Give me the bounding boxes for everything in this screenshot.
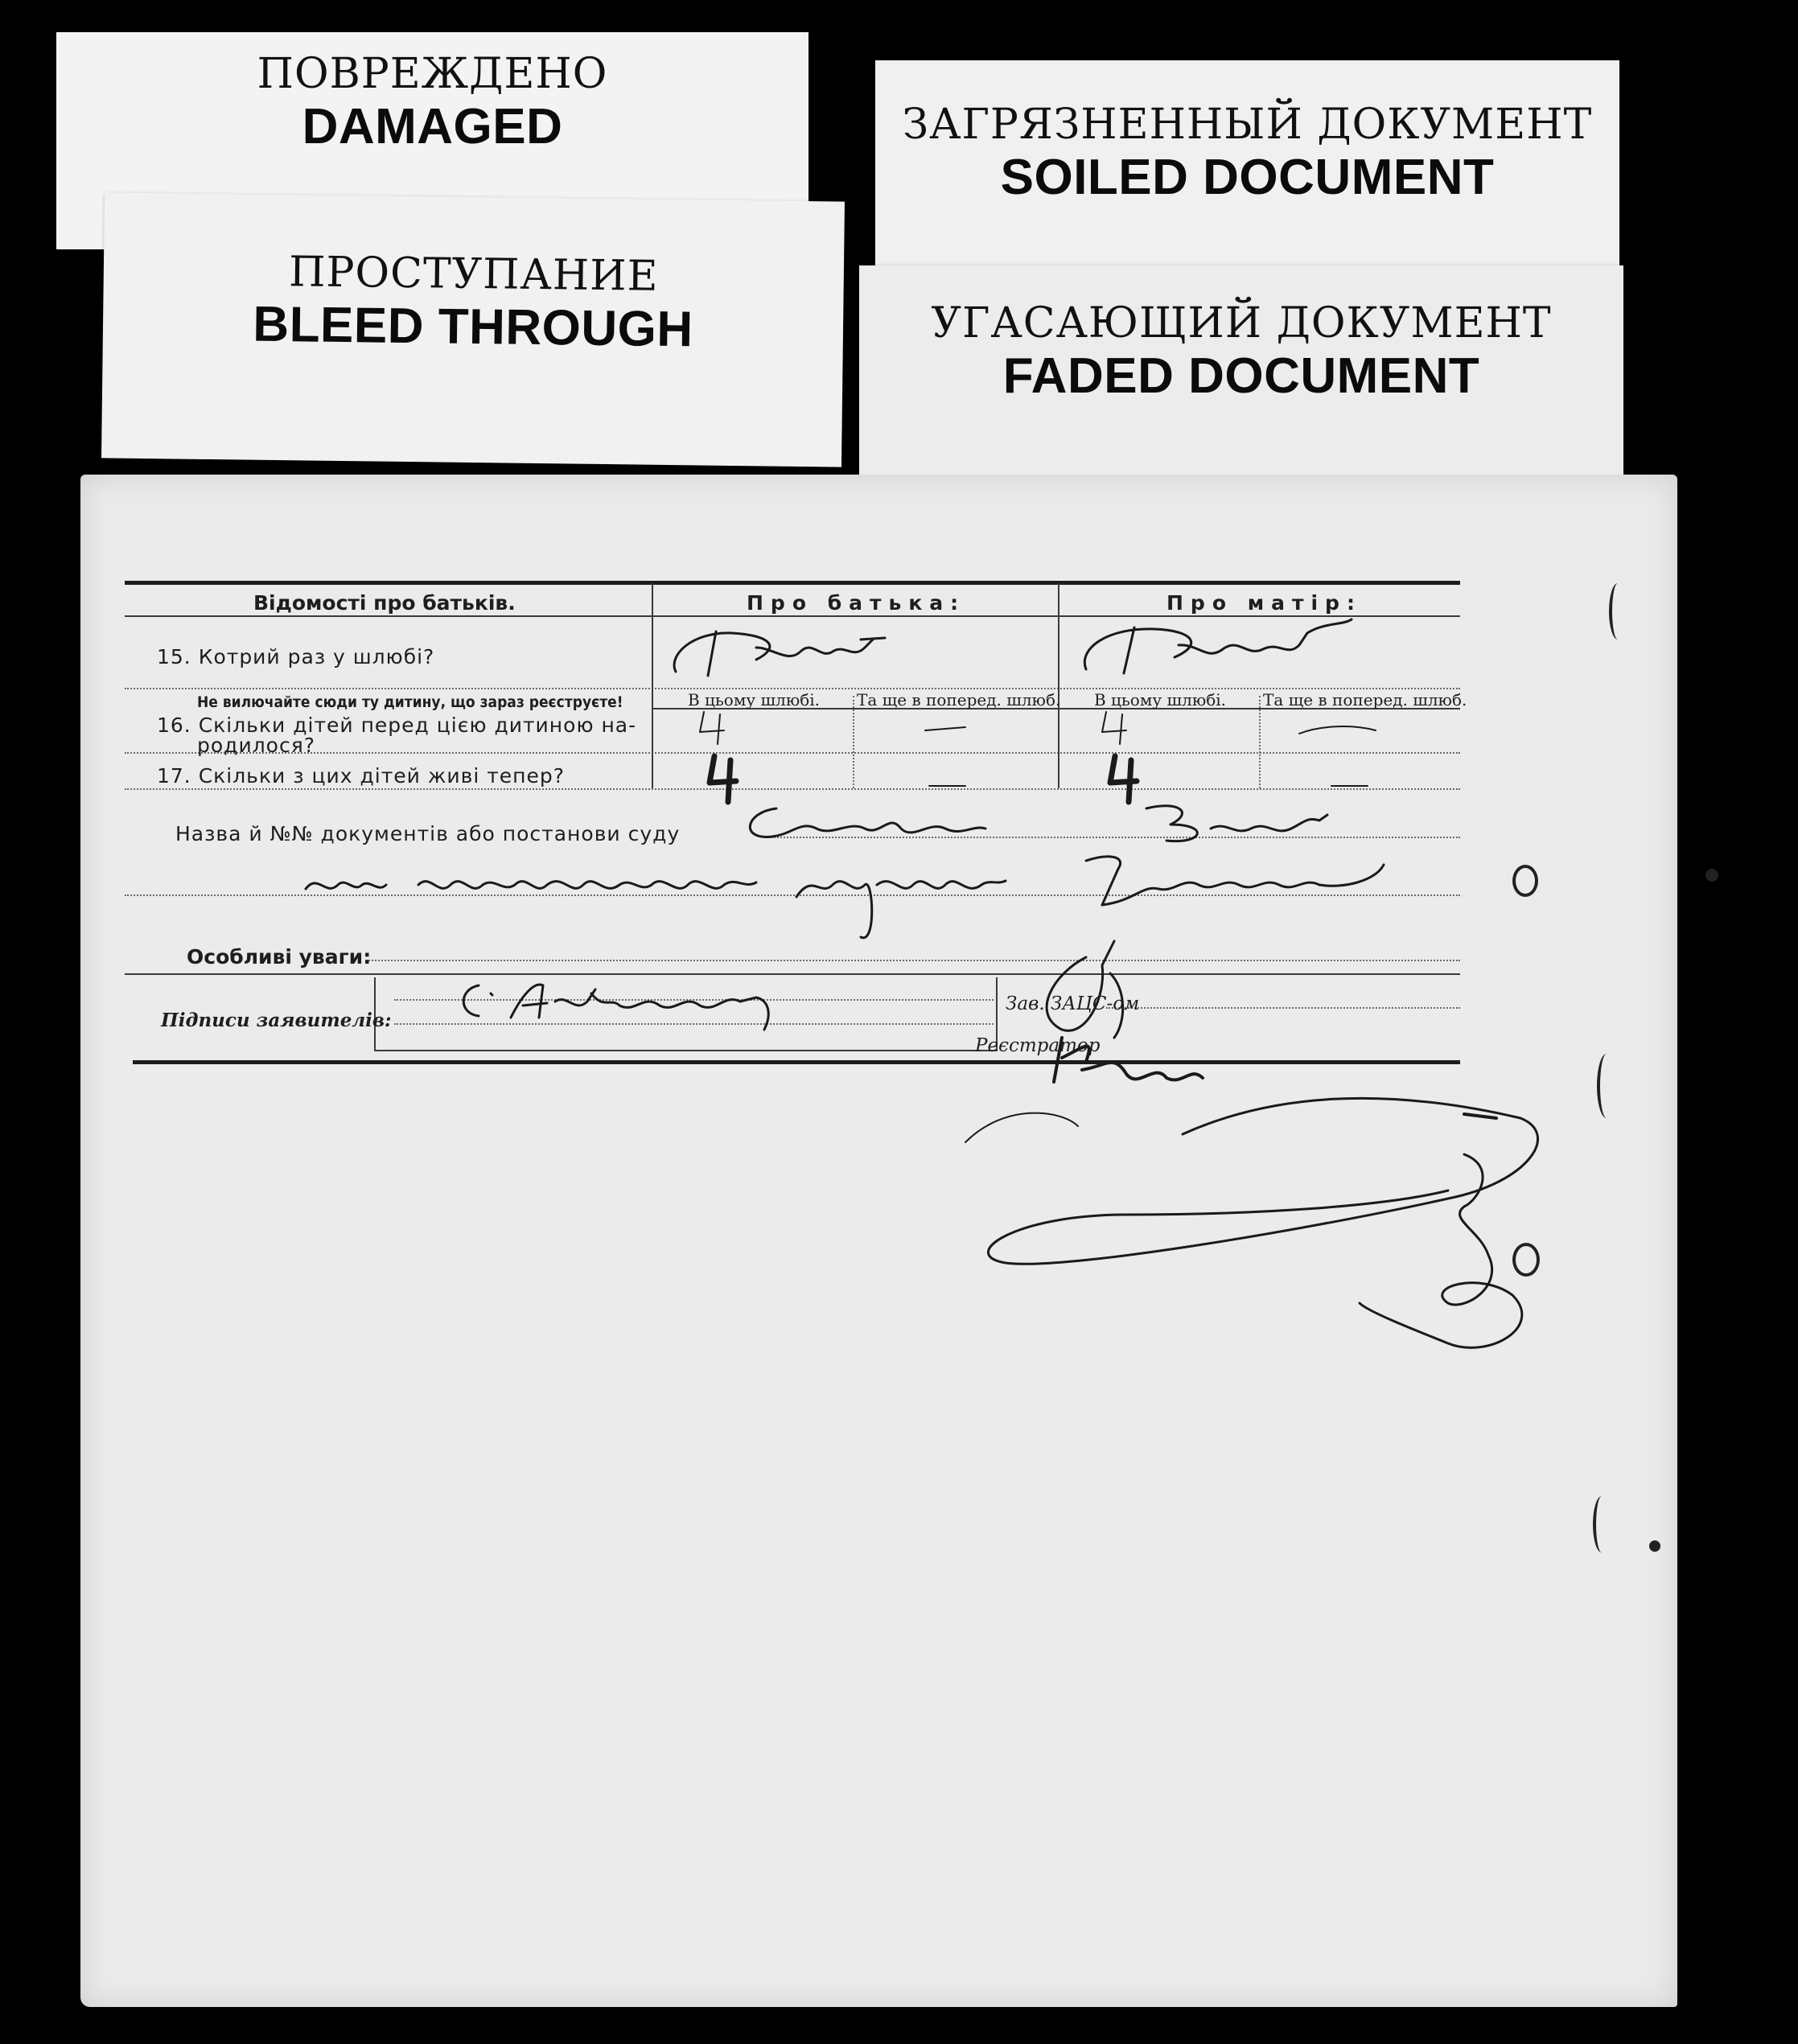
punch-hole-3 bbox=[1705, 869, 1718, 882]
document-sheet bbox=[80, 475, 1677, 2007]
subheader-mother-prev: Та ще в поперед. шлюб. bbox=[1263, 690, 1467, 709]
col-mother-divider bbox=[1058, 583, 1059, 788]
header-mother: Про матір: bbox=[1166, 591, 1362, 615]
margin-mark-2 bbox=[1597, 1054, 1616, 1118]
label-faded bbox=[859, 265, 1623, 479]
question-16-note: Не вилючайте сюди ту дитину, що зараз реєструєте! bbox=[197, 693, 623, 711]
label-head-office: Зав. ЗАЦС-ом bbox=[1006, 993, 1140, 1014]
margin-mark-1 bbox=[1609, 583, 1627, 640]
label-soiled bbox=[875, 60, 1619, 282]
question-16-line1: 16. Скільки дітей перед цією дитиною на- bbox=[157, 714, 637, 737]
label-damaged-ru: ПОВРЕЖДЕНО bbox=[257, 50, 608, 98]
handwritten-documents-line1 bbox=[728, 792, 1372, 857]
signature-box-bottom bbox=[374, 1050, 998, 1051]
subheader-mother-this: В цьому шлюбі. bbox=[1094, 690, 1227, 709]
handwritten-mother-children-this bbox=[1094, 708, 1142, 756]
header-parents-info: Відомості про батьків. bbox=[253, 591, 516, 615]
subheader-father-this: В цьому шлюбі. bbox=[688, 690, 821, 709]
row17-rule bbox=[125, 788, 1460, 790]
margin-mark-3 bbox=[1593, 1496, 1611, 1553]
handwritten-mother-children-prev bbox=[1287, 716, 1384, 748]
col-father-divider bbox=[652, 583, 653, 788]
label-faded-en: FADED DOCUMENT bbox=[1002, 348, 1480, 404]
question-17: 17. Скільки з цих дітей живі тепер? bbox=[157, 764, 566, 788]
label-damaged-en: DAMAGED bbox=[302, 99, 563, 154]
punch-hole-2 bbox=[1512, 1243, 1540, 1277]
handwritten-father-children-this bbox=[692, 708, 740, 756]
label-signatures: Підписи заявителів: bbox=[161, 1010, 392, 1031]
table-top-rule bbox=[125, 581, 1460, 585]
label-faded-ru: УГАСАЮЩИЙ ДОКУМЕНТ bbox=[931, 299, 1552, 348]
handwritten-father-marriage bbox=[660, 615, 901, 696]
punch-hole-4 bbox=[1649, 1540, 1660, 1552]
punch-hole-1 bbox=[1512, 865, 1538, 897]
col-father-sub-divider bbox=[853, 696, 854, 788]
col-mother-sub-divider bbox=[1259, 696, 1261, 788]
question-16-line2: родилося? bbox=[197, 734, 316, 757]
label-registrar: Реєстратор bbox=[975, 1035, 1101, 1056]
label-bleed-ru: ПРОСТУПАНИЕ bbox=[288, 248, 659, 301]
subheader-father-prev: Та ще в поперед. шлюб. bbox=[857, 690, 1061, 709]
handwritten-applicant-signature bbox=[442, 969, 829, 1042]
question-documents: Назва й №№ документів або постанови суду bbox=[175, 822, 681, 845]
handwritten-father-children-prev bbox=[917, 716, 973, 740]
label-soiled-en: SOILED DOCUMENT bbox=[1000, 150, 1495, 205]
question-15: 15. Котрий раз у шлюбі? bbox=[157, 645, 435, 668]
handwritten-mother-marriage bbox=[1066, 613, 1356, 693]
handwritten-registrar-signature bbox=[965, 925, 1577, 1440]
label-bleed-en: BLEED THROUGH bbox=[253, 296, 694, 358]
question-remarks: Особливі уваги: bbox=[187, 945, 372, 969]
label-soiled-ru: ЗАГРЯЗНЕННЫЙ ДОКУМЕНТ bbox=[902, 101, 1593, 149]
header-father: Про батька: bbox=[747, 591, 966, 615]
label-bleed-through bbox=[101, 192, 845, 467]
